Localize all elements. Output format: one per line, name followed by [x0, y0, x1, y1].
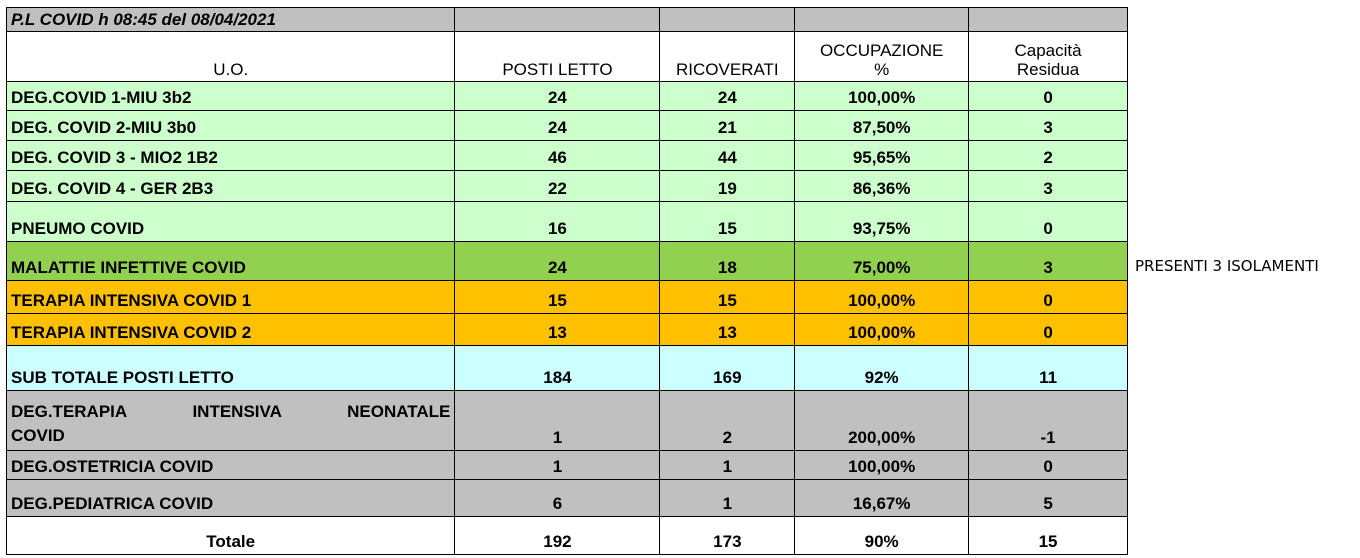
occupazione-value: 87,50% — [795, 111, 969, 141]
table-row — [7, 82, 1128, 111]
ricoverati-value: 24 — [660, 82, 795, 111]
capacita-value: 3 — [969, 111, 1128, 141]
bed-occupancy-table — [6, 7, 1128, 555]
occupazione-value: 100,00% — [795, 451, 969, 480]
ricoverati-value: 169 — [660, 346, 795, 391]
header-occupazione-l2: % — [874, 60, 890, 79]
occupazione-value: 92% — [795, 346, 969, 391]
unit-name: DEG. COVID 3 - MIO2 1B2 — [7, 141, 455, 171]
total-occupazione: 90% — [795, 517, 969, 555]
header-capacita-l2: Residua — [1016, 60, 1080, 79]
capacita-value: 3 — [969, 242, 1128, 281]
capacita-value: 0 — [969, 314, 1128, 346]
posti-letto-value: 46 — [455, 141, 660, 171]
total-capacita: 15 — [969, 517, 1128, 555]
unit-name: PNEUMO COVID — [7, 202, 455, 242]
header-ricoverati: RICOVERATI — [660, 32, 795, 82]
header-uo: U.O. — [7, 32, 455, 82]
header-occupazione — [795, 32, 969, 82]
header-row — [7, 32, 1128, 82]
unit-name: MALATTIE INFETTIVE COVID — [7, 242, 455, 281]
table-row — [7, 451, 1128, 480]
posti-letto-value: 24 — [455, 111, 660, 141]
ricoverati-value: 2 — [660, 391, 795, 451]
unit-name: DEG.PEDIATRICA COVID — [7, 480, 455, 517]
posti-letto-value: 1 — [455, 451, 660, 480]
occupazione-value: 75,00% — [795, 242, 969, 281]
unit-name-word: NEONATALE — [347, 402, 451, 421]
title-cell-empty — [455, 8, 660, 32]
occupazione-value: 100,00% — [795, 281, 969, 314]
sheet-title: P.L COVID h 08:45 del 08/04/2021 — [7, 8, 455, 32]
title-cell-empty — [660, 8, 795, 32]
unit-name-word: INTENSIVA — [192, 402, 282, 421]
ricoverati-value: 1 — [660, 480, 795, 517]
header-posti-letto: POSTI LETTO — [455, 32, 660, 82]
occupazione-value: 100,00% — [795, 314, 969, 346]
occupazione-value: 93,75% — [795, 202, 969, 242]
posti-letto-value: 184 — [455, 346, 660, 391]
posti-letto-value: 22 — [455, 171, 660, 202]
unit-name: SUB TOTALE POSTI LETTO — [7, 346, 455, 391]
unit-name: TERAPIA INTENSIVA COVID 1 — [7, 281, 455, 314]
ricoverati-value: 19 — [660, 171, 795, 202]
ricoverati-value: 15 — [660, 281, 795, 314]
header-occupazione-l1: OCCUPAZIONE — [819, 41, 944, 60]
header-capacita — [969, 32, 1128, 82]
isolation-note: PRESENTI 3 ISOLAMENTI — [1135, 257, 1319, 275]
capacita-value: 5 — [969, 480, 1128, 517]
ricoverati-value: 18 — [660, 242, 795, 281]
occupazione-value: 200,00% — [795, 391, 969, 451]
table-row — [7, 202, 1128, 242]
capacita-value: 0 — [969, 82, 1128, 111]
occupazione-value: 16,67% — [795, 480, 969, 517]
posti-letto-value: 1 — [455, 391, 660, 451]
table-row — [7, 111, 1128, 141]
header-capacita-l1: Capacità — [1014, 41, 1082, 60]
posti-letto-value: 16 — [455, 202, 660, 242]
unit-name-line-2: COVID — [11, 426, 65, 445]
unit-name-word: DEG.TERAPIA — [11, 402, 128, 421]
capacita-value: 11 — [969, 346, 1128, 391]
unit-name — [7, 391, 455, 451]
unit-name: DEG. COVID 4 - GER 2B3 — [7, 171, 455, 202]
total-posti-letto: 192 — [455, 517, 660, 555]
posti-letto-value: 24 — [455, 82, 660, 111]
ricoverati-value: 15 — [660, 202, 795, 242]
total-row — [7, 517, 1128, 555]
unit-name: TERAPIA INTENSIVA COVID 2 — [7, 314, 455, 346]
ricoverati-value: 1 — [660, 451, 795, 480]
capacita-value: 3 — [969, 171, 1128, 202]
posti-letto-value: 13 — [455, 314, 660, 346]
capacita-value: 2 — [969, 141, 1128, 171]
unit-name: DEG.OSTETRICIA COVID — [7, 451, 455, 480]
ricoverati-value: 13 — [660, 314, 795, 346]
table-row — [7, 391, 1128, 451]
capacita-value: 0 — [969, 202, 1128, 242]
posti-letto-value: 24 — [455, 242, 660, 281]
capacita-value: 0 — [969, 451, 1128, 480]
title-cell-empty — [795, 8, 969, 32]
table-row — [7, 141, 1128, 171]
table-row — [7, 242, 1128, 281]
title-row — [7, 8, 1128, 32]
ricoverati-value: 21 — [660, 111, 795, 141]
posti-letto-value: 6 — [455, 480, 660, 517]
occupazione-value: 95,65% — [795, 141, 969, 171]
posti-letto-value: 15 — [455, 281, 660, 314]
total-ricoverati: 173 — [660, 517, 795, 555]
subtotal-row — [7, 346, 1128, 391]
unit-name: DEG. COVID 2-MIU 3b0 — [7, 111, 455, 141]
unit-name: DEG.COVID 1-MIU 3b2 — [7, 82, 455, 111]
unit-name-line-1 — [11, 400, 450, 424]
total-label: Totale — [7, 517, 455, 555]
table-row — [7, 314, 1128, 346]
title-cell-empty — [969, 8, 1128, 32]
capacita-value: 0 — [969, 281, 1128, 314]
occupazione-value: 86,36% — [795, 171, 969, 202]
ricoverati-value: 44 — [660, 141, 795, 171]
occupazione-value: 100,00% — [795, 82, 969, 111]
capacita-value: -1 — [969, 391, 1128, 451]
table-row — [7, 171, 1128, 202]
table-row — [7, 480, 1128, 517]
table-row — [7, 281, 1128, 314]
